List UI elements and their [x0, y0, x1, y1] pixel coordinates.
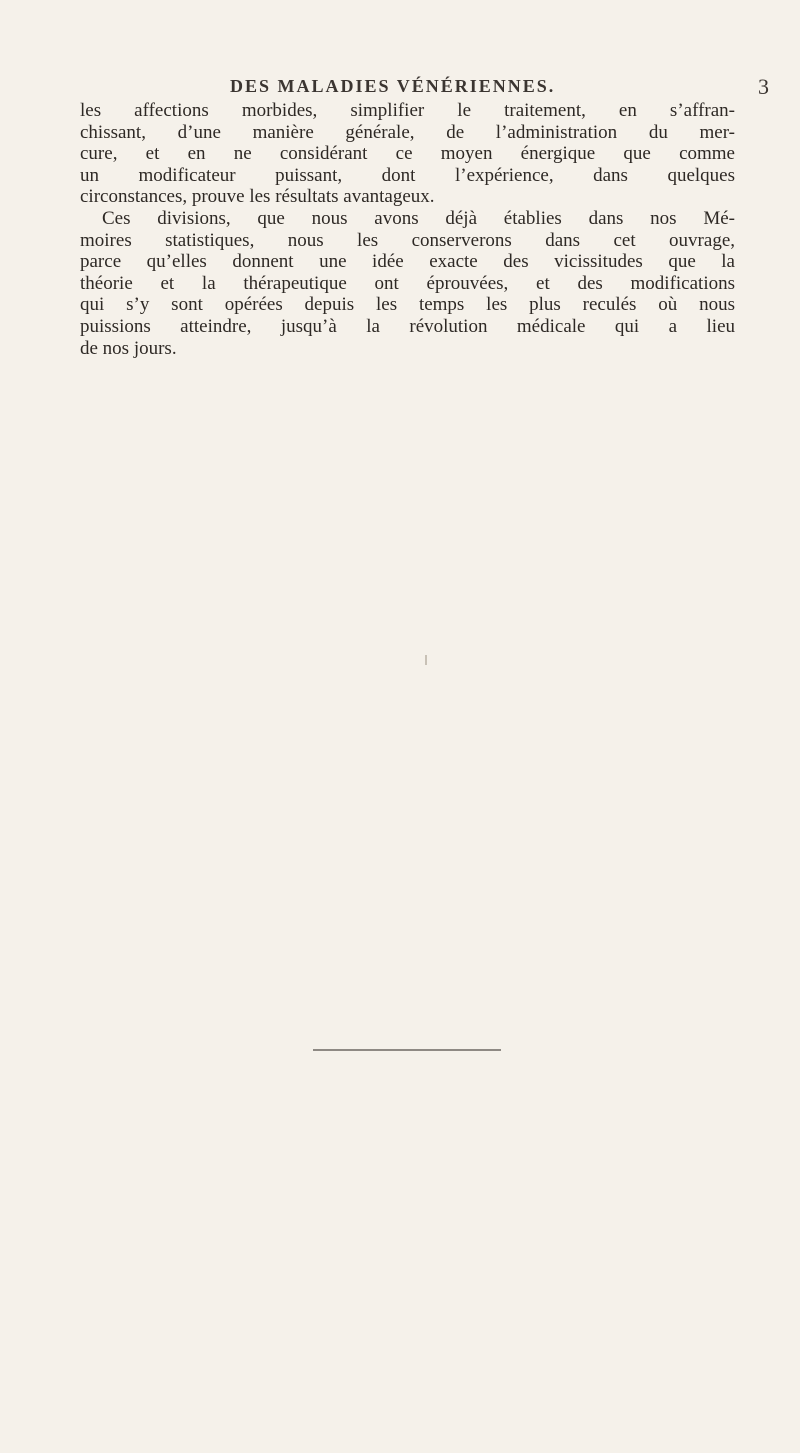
text-line: théorie et la thérapeutique ont éprouvées, et des modifications: [80, 272, 735, 294]
text-line: circonstances, prouve les résultats avantageux.: [80, 186, 435, 208]
body-text: [80, 100, 735, 359]
text-line: les affections morbides, simplifier le traitement, en s’affran-: [80, 100, 735, 121]
text-line: parce qu’elles donnent une idée exacte des vicissitudes que la: [80, 251, 735, 273]
text-line: qui s’y sont opérées depuis les temps les plus reculés où nous: [80, 294, 735, 316]
end-rule: [313, 1049, 501, 1051]
text-line: cure, et en ne considérant ce moyen énergique que comme: [80, 143, 735, 165]
text-line: un modificateur puissant, dont l’expérience, dans quelques: [80, 164, 735, 186]
page-number: 3: [758, 74, 769, 99]
text-line: puissions atteindre, jusqu’à la révolution médicale qui a lieu: [80, 315, 735, 337]
text-line: moires statistiques, nous les conserverons dans cet ouvrage,: [80, 229, 735, 251]
text-line: chissant, d’une manière générale, de l’administration du mer-: [80, 121, 735, 143]
text-line: de nos jours.: [80, 337, 177, 359]
running-title: DES MALADIES VÉNÉRIENNES.: [230, 76, 556, 96]
paper-speck: [425, 655, 427, 665]
text-line: Ces divisions, que nous avons déjà établies dans nos Mé-: [102, 207, 735, 229]
